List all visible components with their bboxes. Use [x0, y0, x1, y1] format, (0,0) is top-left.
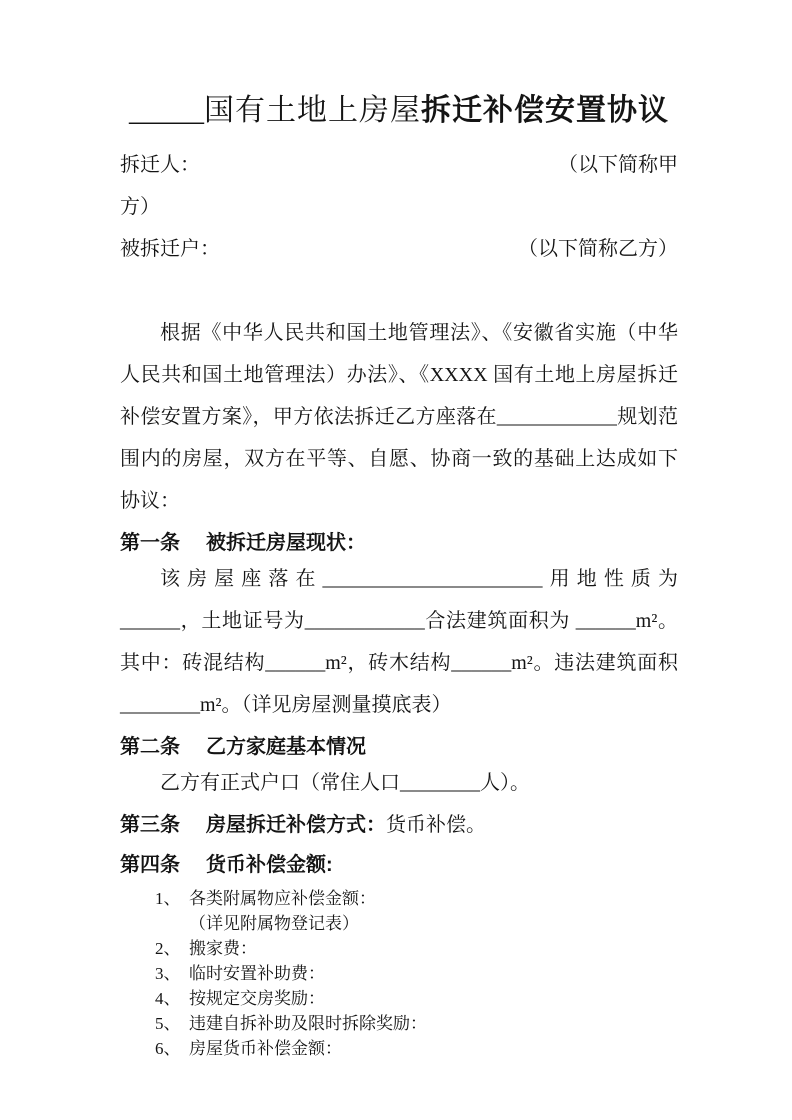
article3-number: 第三条: [120, 814, 180, 836]
list-item-number: 6、: [155, 1039, 181, 1058]
list-item-number: 4、: [155, 989, 181, 1008]
list-item-text: 各类附属物应补偿金额：: [189, 889, 376, 908]
article3-heading: [120, 810, 678, 840]
preamble-paragraph: 根据《中华人民共和国土地管理法》、《安徽省实施（中华人民共和国土地管理法）办法》、《XXXX 国有土地上房屋拆迁补偿安置方案》，甲方依法拆迁乙方座落在____________规划范围内的房屋，双方在平等、自愿、协商一致的基础上达成如下协议：: [120, 322, 678, 512]
list-item: [155, 886, 678, 911]
list-item: [155, 1011, 678, 1036]
list-item-number: 5、: [155, 1014, 181, 1033]
title-text-bold: 拆迁补偿安置协议: [421, 94, 669, 127]
article1-title: 被拆迁房屋现状：: [206, 532, 366, 554]
article1-number: 第一条: [120, 532, 180, 554]
list-item: [155, 936, 678, 961]
demolisher-note-wrap-row: [120, 186, 678, 228]
list-item: [155, 961, 678, 986]
list-item: [155, 986, 678, 1011]
list-item-number: 3、: [155, 964, 181, 983]
article2-title: 乙方家庭基本情况: [206, 736, 366, 758]
document-title: [120, 88, 678, 134]
list-item: [155, 1036, 678, 1061]
article3-title: 房屋拆迁补偿方式：: [206, 814, 386, 836]
article4-number: 第四条: [120, 854, 180, 876]
list-item-text: （详见附属物登记表）: [189, 914, 359, 933]
demolisher-note-wrap: 方）: [120, 196, 160, 218]
demolishee-row: [120, 228, 678, 270]
compensation-list: [120, 886, 678, 1061]
article2-body: 乙方有正式户口（常住人口________人）。: [160, 772, 530, 794]
title-blank-field: _____: [129, 94, 204, 127]
article1-body: 该房屋座落在______________________用地性质为______，土地证号为____________合法建筑面积为 ______m²。其中：砖混结构______m²，砖木结构______m²。违法建筑面积________m²。（详见房屋测量摸底表）: [120, 568, 678, 716]
demolisher-label: 拆迁人：: [120, 154, 200, 176]
demolisher-note-line1: （以下简称甲: [558, 154, 678, 176]
article4-title: 货币补偿金额:: [206, 854, 333, 876]
list-item-text: 搬家费：: [189, 939, 257, 958]
article1-heading: [120, 528, 678, 558]
article2-number: 第二条: [120, 736, 180, 758]
list-item-text: 临时安置补助费：: [189, 964, 325, 983]
demolisher-row: [120, 144, 678, 186]
list-item-number: 1、: [155, 889, 181, 908]
demolishee-note: （以下简称乙方）: [518, 238, 678, 260]
list-item-text: 违建自拆补助及限时拆除奖励：: [189, 1014, 427, 1033]
article4-heading: [120, 850, 678, 880]
list-item-number: [155, 911, 189, 936]
list-item-text: 按规定交房奖励：: [189, 989, 325, 1008]
parties-block: [120, 144, 678, 270]
demolishee-label: 被拆迁户：: [120, 238, 220, 260]
list-item-text: 房屋货币补偿金额：: [189, 1039, 342, 1058]
list-item: [155, 911, 678, 936]
article3-inline-body: 货币补偿。: [386, 814, 486, 836]
article2-heading: [120, 732, 678, 762]
title-text-plain: 国有土地上房屋: [204, 94, 421, 127]
list-item-number: 2、: [155, 939, 181, 958]
